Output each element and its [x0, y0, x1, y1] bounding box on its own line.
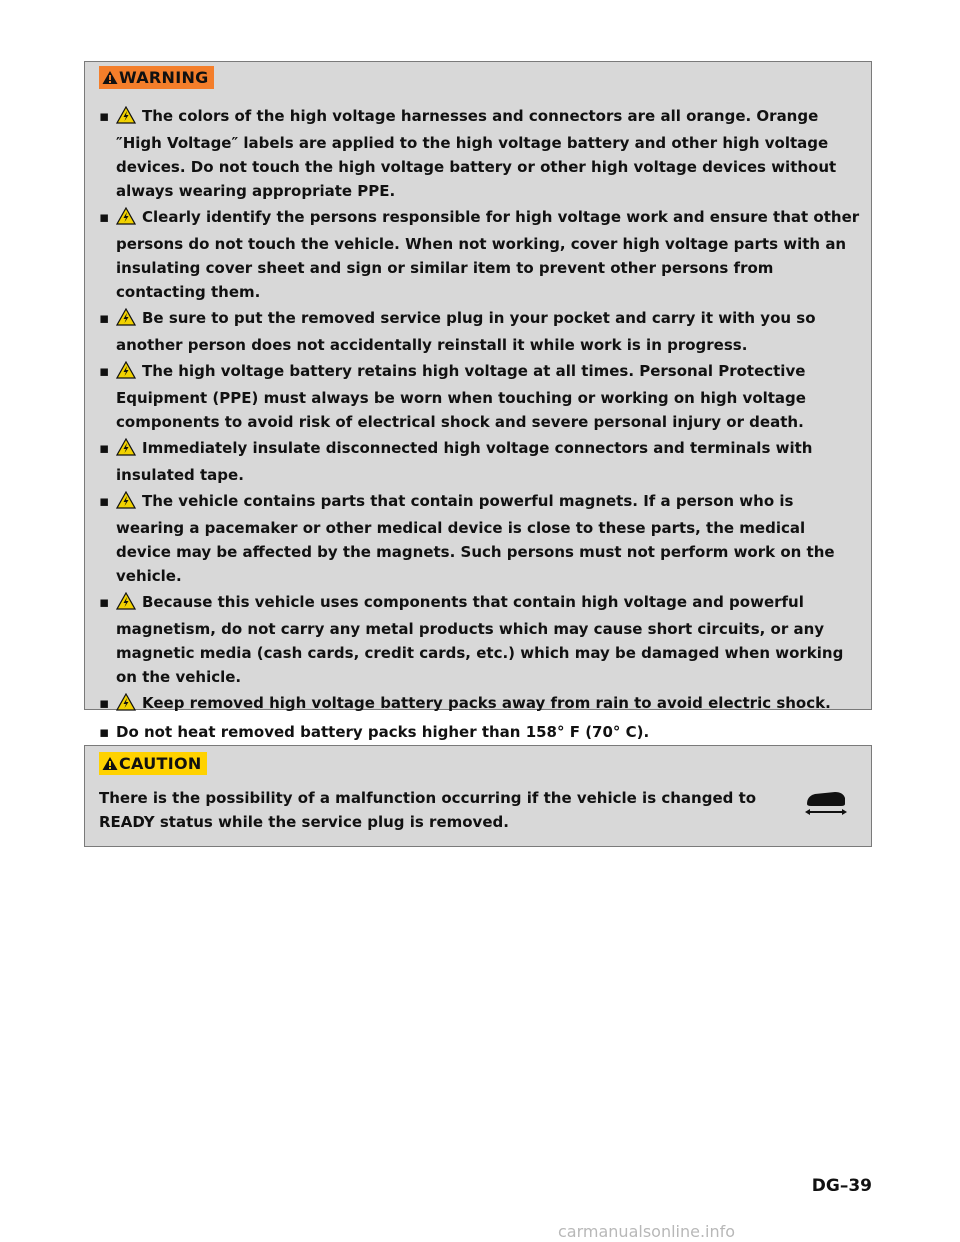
warning-item-text: The high voltage battery retains high voltage at all times. Personal Protective Equipment (PPE) must always be worn when touching or working on high voltage components to avoid risk of electrical shock and severe personal injury or death.	[116, 362, 806, 431]
caution-label	[99, 752, 207, 775]
bullet-marker: ▪	[99, 309, 110, 327]
high-voltage-icon	[116, 693, 136, 718]
high-voltage-icon	[116, 491, 136, 516]
warning-triangle-icon	[102, 70, 118, 85]
caution-text: There is the possibility of a malfunction occurring if the vehicle is changed to READY status while the service plug is removed.	[99, 789, 757, 831]
bullet-marker: ▪	[99, 694, 110, 712]
ready-vehicle-icon	[801, 786, 851, 820]
page-number: DG–39	[811, 1176, 872, 1196]
bullet-marker: ▪	[99, 208, 110, 226]
warning-item	[95, 104, 865, 203]
high-voltage-icon	[116, 361, 136, 386]
caution-label-text: CAUTION	[119, 754, 202, 773]
bullet-marker: ▪	[99, 723, 110, 741]
bullet-marker: ▪	[99, 492, 110, 510]
bullet-marker: ▪	[99, 439, 110, 457]
warning-item	[95, 205, 865, 304]
warning-item	[95, 720, 865, 744]
high-voltage-icon	[116, 106, 136, 131]
warning-item-text: The vehicle contains parts that contain powerful magnets. If a person who is wearing a pacemaker or other medical device is close to these parts, the medical device may be affected by the magnets. Such persons must not perform work on the vehicle.	[116, 492, 835, 585]
bullet-marker: ▪	[99, 362, 110, 380]
warning-item-text: Clearly identify the persons responsible for high voltage work and ensure that other persons do not touch the vehicle. When not working, cover high voltage parts with an insulating cover sheet and sign or similar item to prevent other persons from contacting them.	[116, 208, 860, 301]
warning-item-text: Keep removed high voltage battery packs away from rain to avoid electric shock.	[142, 694, 831, 712]
warning-box	[84, 61, 872, 741]
caution-triangle-icon	[102, 756, 118, 771]
warning-item-text: Because this vehicle uses components that contain high voltage and powerful magnetism, do not carry any metal products which may cause short circuits, or any magnetic media (cash cards, credit cards, etc.) which may be damaged when working on the vehicle.	[116, 593, 844, 686]
bullet-marker: ▪	[99, 593, 110, 611]
high-voltage-icon	[116, 308, 136, 333]
high-voltage-icon	[116, 592, 136, 617]
warning-item-text: Be sure to put the removed service plug in your pocket and carry it with you so another person does not accidentally reinstall it while work is in progress.	[116, 309, 816, 354]
warning-item-text: Immediately insulate disconnected high voltage connectors and terminals with insulated tape.	[116, 439, 813, 484]
caution-box	[84, 745, 872, 847]
warning-label-text: WARNING	[119, 68, 209, 87]
warning-item-text: The colors of the high voltage harnesses and connectors are all orange. Orange ″High Voltage″ labels are applied to the high voltage battery and other high voltage devices. Do not touch the high voltage battery or other high voltage devices without always wearing appropriate PPE.	[116, 107, 837, 200]
high-voltage-icon	[116, 438, 136, 463]
warning-item	[95, 691, 865, 718]
warning-item-text: Do not heat removed battery packs higher than 158° F (70° C).	[116, 723, 650, 741]
watermark: carmanualsonline.info	[558, 1222, 736, 1241]
high-voltage-icon	[116, 207, 136, 232]
warning-item	[95, 359, 865, 434]
warning-item	[95, 590, 865, 689]
warning-item	[95, 489, 865, 588]
warning-label	[99, 66, 214, 89]
warning-item	[95, 436, 865, 487]
bullet-marker: ▪	[99, 107, 110, 125]
warning-list	[95, 104, 865, 746]
warning-item	[95, 306, 865, 357]
